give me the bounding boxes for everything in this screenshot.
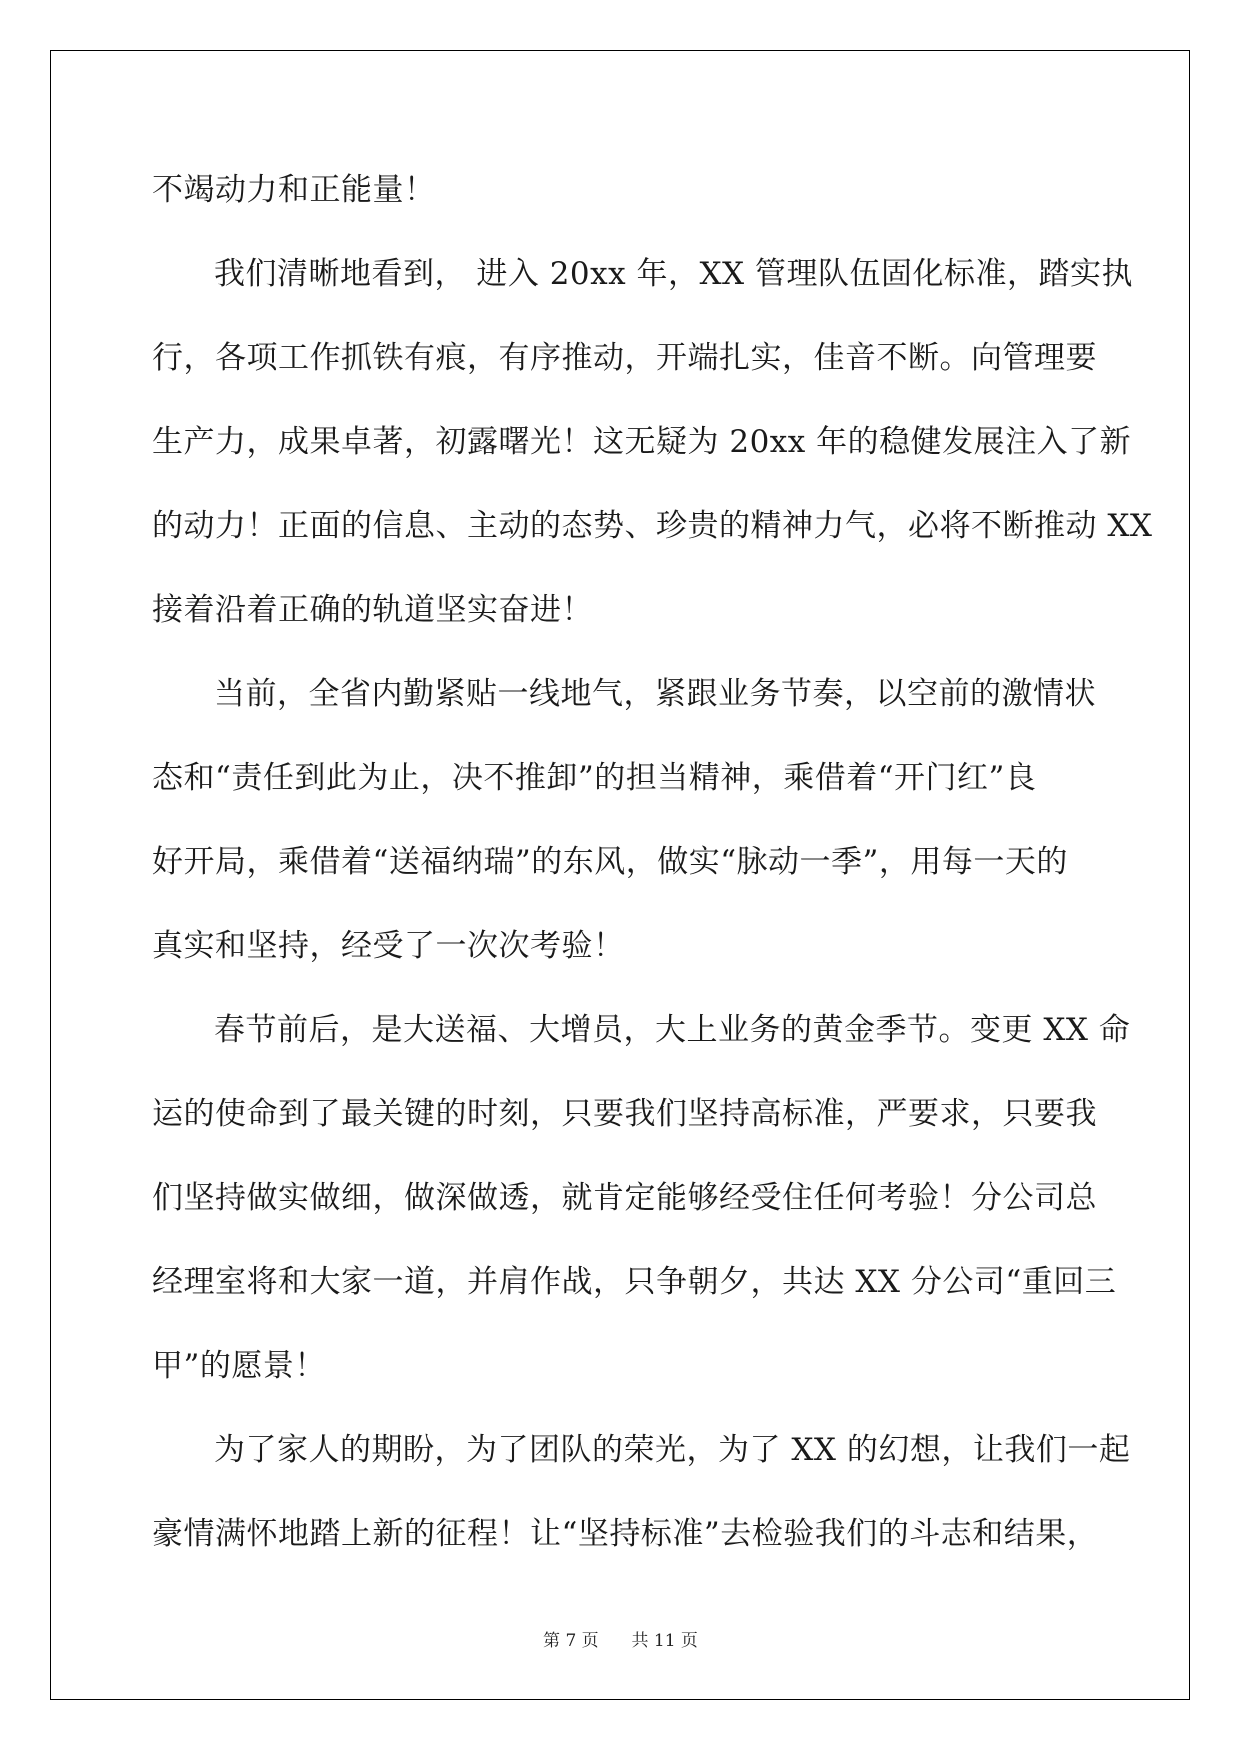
text-line: 真实和坚持，经受了一次次考验！: [152, 928, 625, 964]
text-line: 甲”的愿景！: [152, 1348, 326, 1384]
text-line: 不竭动力和正能量！: [152, 172, 436, 208]
page-footer: [0, 1626, 1241, 1651]
text-line: 我们清晰地看到， 进入 20xx 年，XX 管理队伍固化标准，踏实执: [214, 256, 1133, 292]
document-body: [152, 168, 1153, 1596]
text-line: 行，各项工作抓铁有痕，有序推动，开端扎实，佳音不断。向管理要: [152, 340, 1097, 376]
text-line: 的动力！正面的信息、主动的态势、珍贵的精神力气，必将不断推动 XX: [152, 508, 1153, 544]
text-line: 运的使命到了最关键的时刻，只要我们坚持高标准，严要求，只要我: [152, 1096, 1097, 1132]
text-line: 态和“责任到此为止，决不推卸”的担当精神，乘借着“开门红”良: [152, 760, 1037, 796]
text-line: 为了家人的期盼，为了团队的荣光，为了 XX 的幻想，让我们一起: [214, 1432, 1131, 1468]
text-line: 接着沿着正确的轨道坚实奋进！: [152, 592, 593, 628]
text-line: 们坚持做实做细，做深做透，就肯定能够经受住任何考验！分公司总: [152, 1180, 1097, 1216]
text-line: 好开局，乘借着“送福纳瑞”的东风，做实“脉动一季”，用每一天的: [152, 844, 1068, 880]
text-line: 春节前后，是大送福、大增员，大上业务的黄金季节。变更 XX 命: [214, 1012, 1131, 1048]
text-line: 经理室将和大家一道，并肩作战，只争朝夕，共达 XX 分公司“重回三: [152, 1264, 1117, 1300]
text-line: 生产力，成果卓著，初露曙光！这无疑为 20xx 年的稳健发展注入了新: [152, 424, 1132, 460]
text-line: 豪情满怀地踏上新的征程！让“坚持标准”去检验我们的斗志和结果，: [152, 1516, 1099, 1552]
page-number: 第 7 页: [543, 1631, 599, 1651]
page-total: 共 11 页: [631, 1631, 698, 1651]
text-line: 当前，全省内勤紧贴一线地气，紧跟业务节奏，以空前的激情状: [214, 676, 1096, 712]
